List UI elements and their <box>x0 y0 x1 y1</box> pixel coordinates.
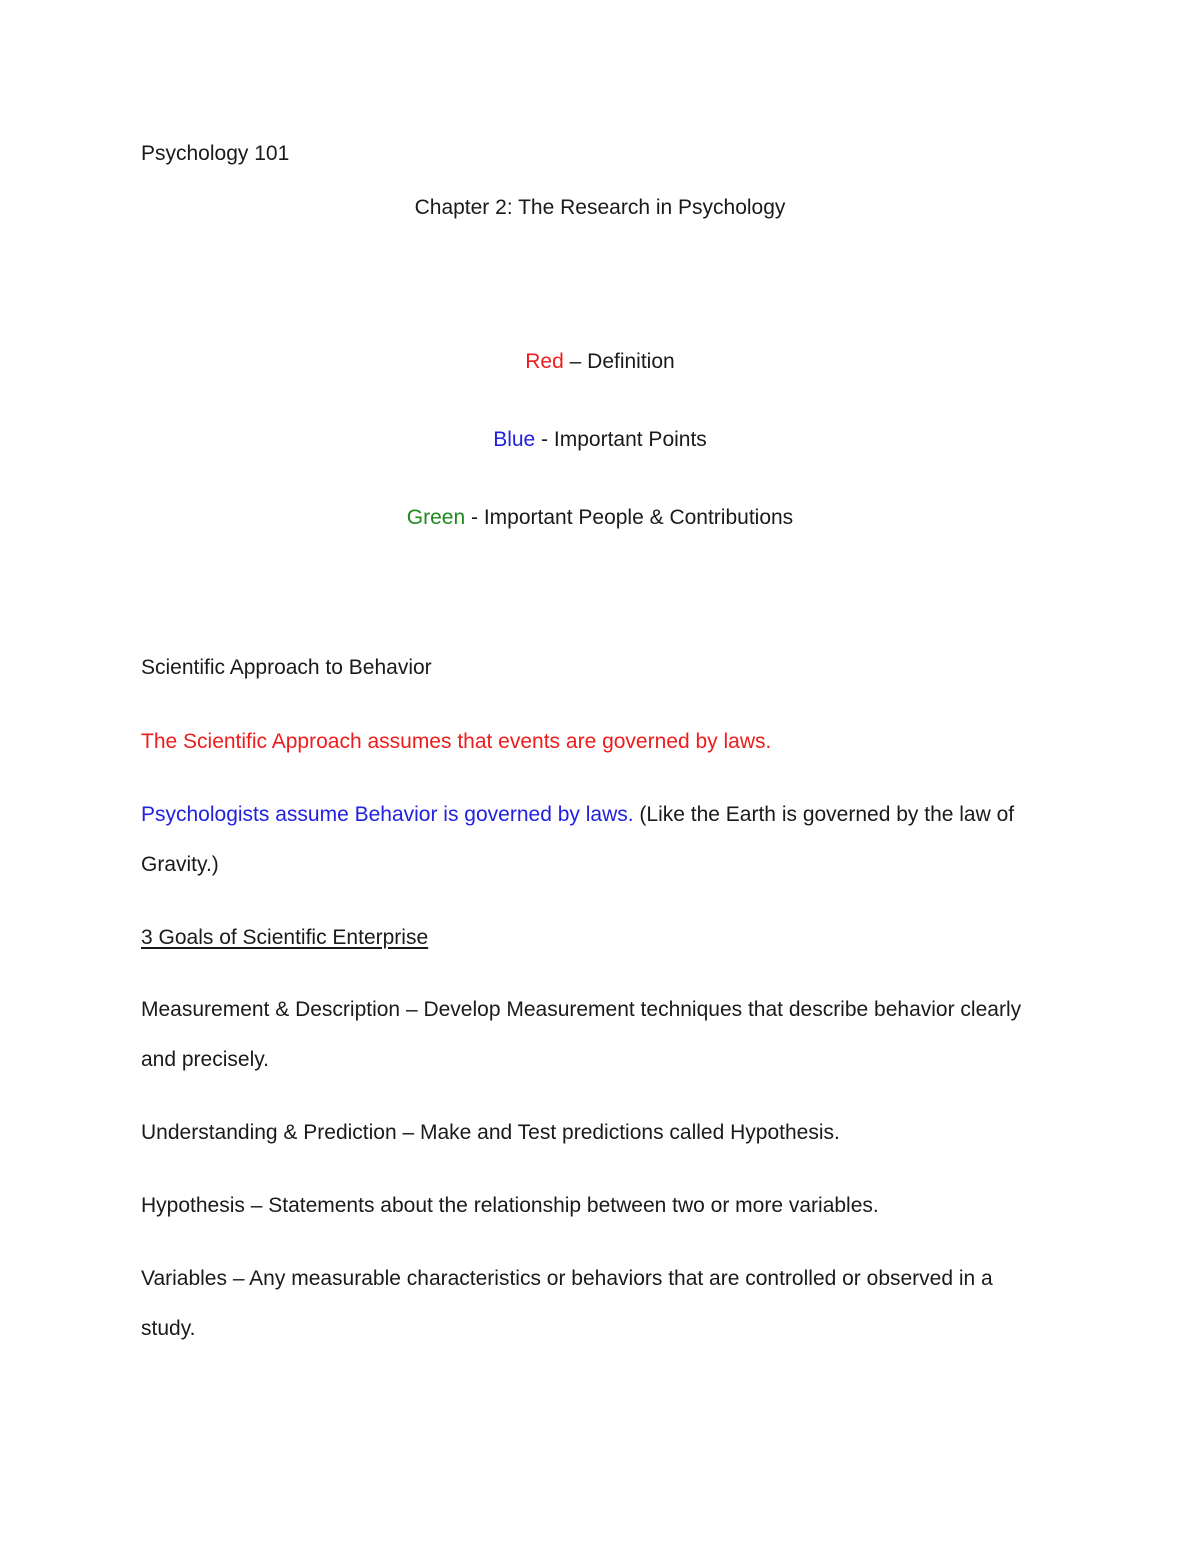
item-variables-line1: Variables – Any measurable characteristics or behaviors that are controlled or observed in a <box>141 1267 993 1290</box>
legend-blue <box>0 428 1200 452</box>
legend-red-separator: – <box>563 350 588 373</box>
legend-green-separator: - <box>465 506 484 529</box>
chapter-title: Chapter 2: The Research in Psychology <box>414 196 786 219</box>
item-variables-line2: study. <box>141 1317 196 1340</box>
item-understanding: Understanding & Prediction – Make and Test predictions called Hypothesis. <box>141 1121 840 1144</box>
legend-blue-separator: - <box>535 428 554 451</box>
course-title: Psychology 101 <box>141 142 290 165</box>
point-psychologists-blue: Psychologists assume Behavior is governed by laws. <box>141 803 634 826</box>
item-hypothesis: Hypothesis – Statements about the relationship between two or more variables. <box>141 1194 879 1217</box>
item-measurement-line1: Measurement & Description – Develop Measurement techniques that describe behavior clearly <box>141 998 1022 1021</box>
legend-red-meaning: Definition <box>587 350 675 373</box>
legend-blue-word: Blue <box>493 428 536 451</box>
point-psychologists-line1 <box>141 803 1014 827</box>
item-measurement-line2: and precisely. <box>141 1048 270 1071</box>
goals-heading: 3 Goals of Scientific Enterprise <box>141 926 429 949</box>
point-psychologists-rest: (Like the Earth is governed by the law of <box>633 803 1015 826</box>
definition-scientific-approach: The Scientific Approach assumes that events are governed by laws. <box>141 730 772 753</box>
section-heading: Scientific Approach to Behavior <box>141 656 432 679</box>
legend-green-meaning: Important People & Contributions <box>483 506 794 529</box>
legend-green <box>0 506 1200 530</box>
legend-green-word: Green <box>406 506 466 529</box>
point-psychologists-line2: Gravity.) <box>141 853 219 876</box>
legend-red <box>0 350 1200 374</box>
legend-blue-meaning: Important Points <box>553 428 707 451</box>
legend-red-word: Red <box>525 350 564 373</box>
